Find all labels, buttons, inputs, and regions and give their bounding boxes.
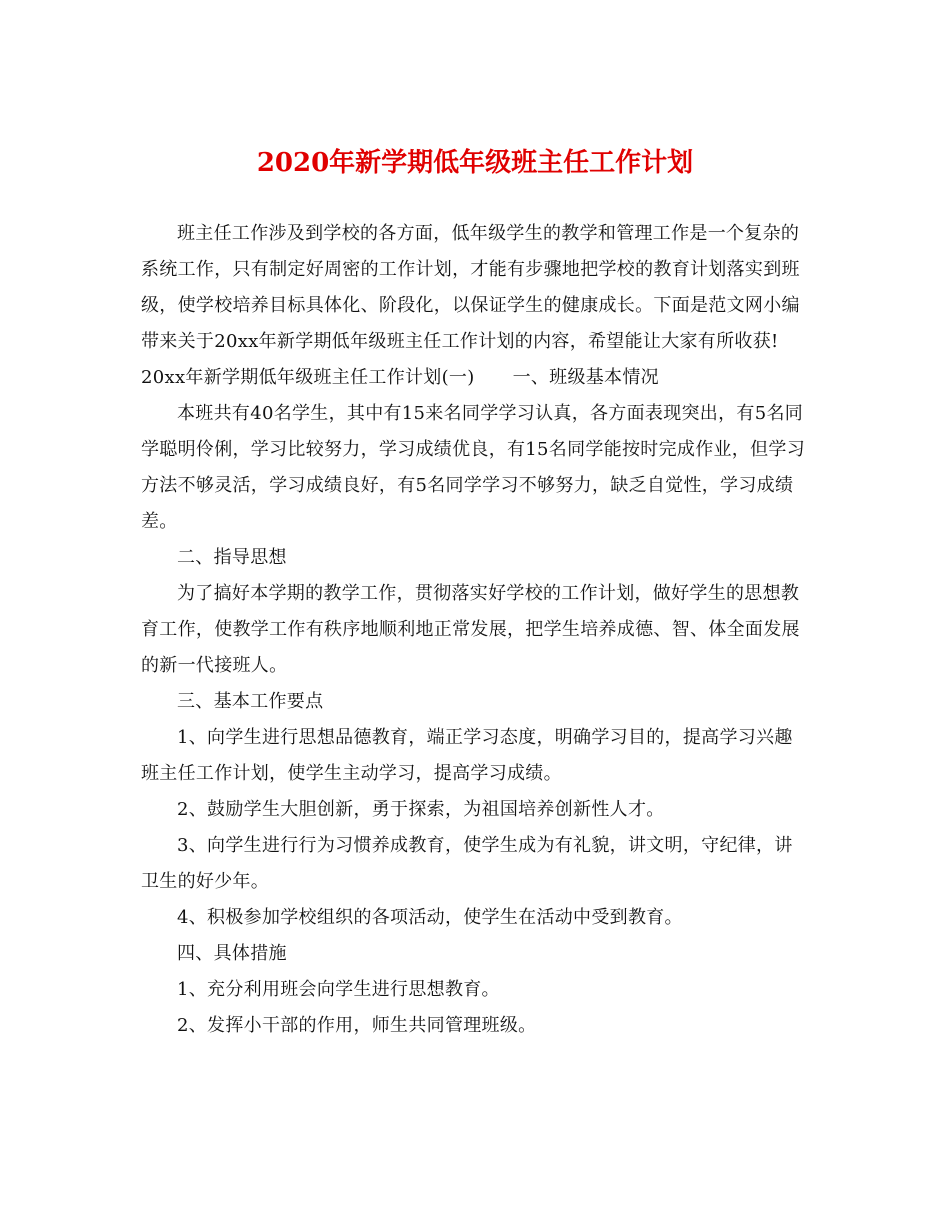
section1-heading: 一、班级基本情况 bbox=[512, 367, 659, 388]
section3-item-2: 2、鼓励学生大胆创新，勇于探索，为祖国培养创新性人才。 bbox=[177, 799, 665, 820]
plan-heading: 20xx年新学期低年级班主任工作计划(一) bbox=[141, 367, 475, 388]
section4-item-1: 1、充分利用班会向学生进行思想教育。 bbox=[177, 979, 500, 1000]
document-title: 2020年新学期低年级班主任工作计划 bbox=[256, 148, 694, 178]
section2-heading: 二、指导思想 bbox=[177, 547, 287, 568]
section3-item-1: 1、向学生进行思想品德教育，端正学习态度，明确学习目的，提高学习兴趣班主任工作计划，使学生主动学习，提高学习成绩。 bbox=[141, 727, 793, 784]
plan-heading-line bbox=[141, 360, 809, 396]
document-body bbox=[141, 216, 809, 1044]
section1-paragraph: 本班共有40名学生，其中有15来名同学学习认真，各方面表现突出，有5名同学聪明伶俐，学习比较努力，学习成绩优良，有15名同学能按时完成作业，但学习方法不够灵活，学习成绩良好，有5名同学学习不够努力，缺乏自觉性，学习成绩差。 bbox=[141, 403, 806, 532]
section4-heading: 四、具体措施 bbox=[177, 943, 287, 964]
section3-item-4: 4、积极参加学校组织的各项活动，使学生在活动中受到教育。 bbox=[177, 907, 683, 928]
section3-heading: 三、基本工作要点 bbox=[177, 691, 324, 712]
section3-item-3: 3、向学生进行行为习惯养成教育，使学生成为有礼貌，讲文明，守纪律，讲卫生的好少年。 bbox=[141, 835, 793, 892]
section2-paragraph: 为了搞好本学期的教学工作，贯彻落实好学校的工作计划，做好学生的思想教育工作，使教学工作有秩序地顺利地正常发展，把学生培养成德、智、体全面发展的新一代接班人。 bbox=[141, 583, 800, 676]
intro-paragraph: 班主任工作涉及到学校的各方面，低年级学生的教学和管理工作是一个复杂的系统工作，只有制定好周密的工作计划，才能有步骤地把学校的教育计划落实到班级，使学校培养目标具体化、阶段化，以保证学生的健康成长。下面是范文网小编带来关于20xx年新学期低年级班主任工作计划的内容，希望能让大家有所收获! bbox=[141, 223, 800, 352]
section4-item-2: 2、发挥小干部的作用，师生共同管理班级。 bbox=[177, 1015, 537, 1036]
